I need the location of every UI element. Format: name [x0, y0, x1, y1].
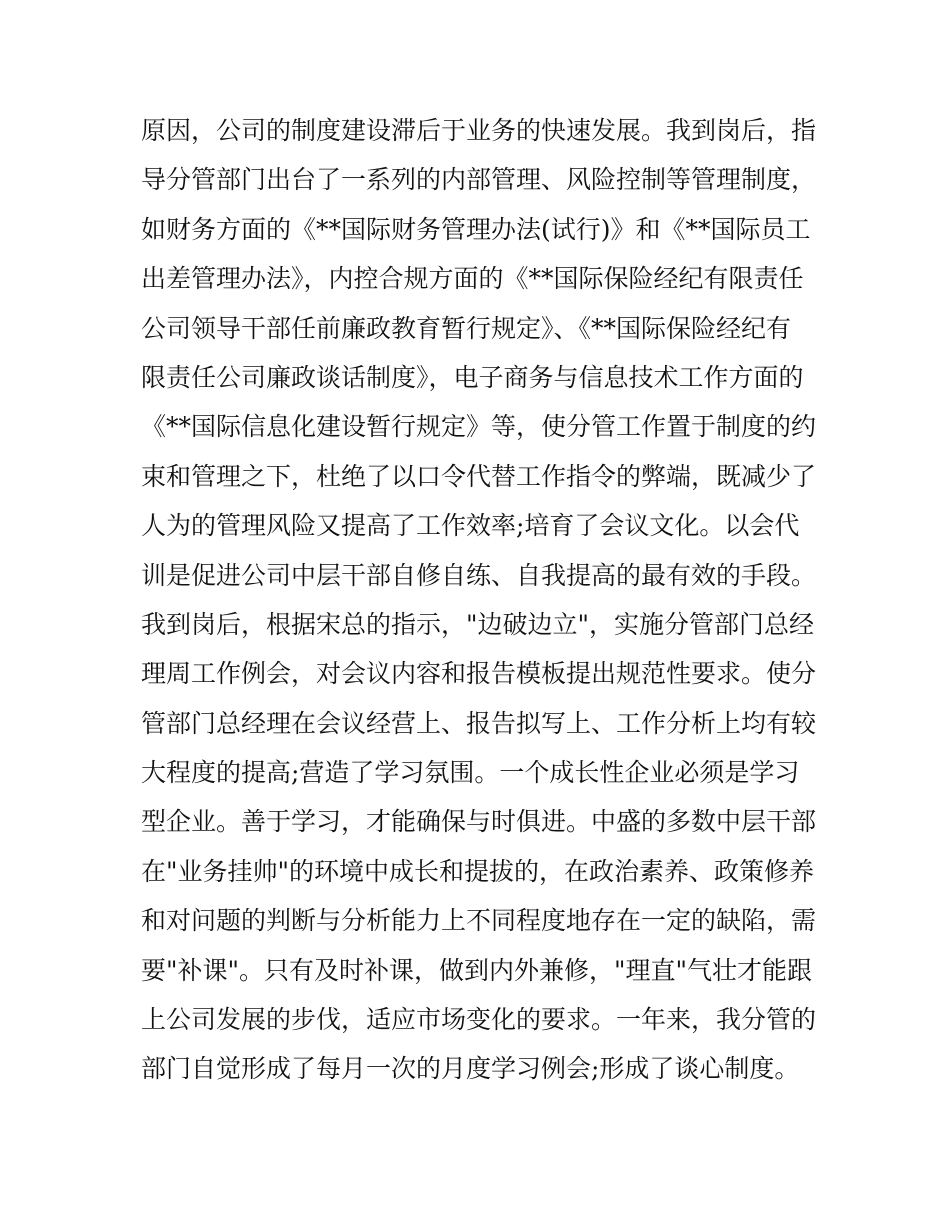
text-line: 人为的管理风险又提高了工作效率;培育了会议文化。以会代	[141, 511, 800, 541]
text-line: 部门自觉形成了每月一次的月度学习例会;形成了谈心制度。	[141, 1054, 800, 1084]
text-line: 要"补课"。只有及时补课，做到内外兼修，"理直"气壮才能跟	[141, 955, 812, 985]
text-line: 原因，公司的制度建设滞后于业务的快速发展。我到岗后，指	[141, 116, 817, 145]
body-text	[141, 106, 821, 1094]
text-line: 管部门总经理在会议经营上、报告拟写上、工作分析上均有较	[141, 708, 817, 738]
text-line: 束和管理之下，杜绝了以口令代替工作指令的弊端，既减少了	[141, 461, 817, 491]
text-line: 训是促进公司中层干部自修自练、自我提高的最有效的手段。	[141, 560, 817, 590]
text-line: 导分管部门出台了一系列的内部管理、风险控制等管理制度，	[141, 165, 817, 195]
text-line: 和对问题的判断与分析能力上不同程度地存在一定的缺陷，需	[141, 906, 817, 936]
text-line: 在"业务挂帅"的环境中成长和提拔的，在政治素养、政策修养	[141, 856, 815, 886]
text-line: 上公司发展的步伐，适应市场变化的要求。一年来，我分管的	[141, 1005, 817, 1035]
text-line: 出差管理办法》，内控合规方面的《**国际保险经纪有限责任	[141, 264, 804, 294]
text-line: 我到岗后，根据宋总的指示，"边破边立"，实施分管部门总经	[141, 609, 815, 639]
text-line: 大程度的提高;营造了学习氛围。一个成长性企业必须是学习	[141, 758, 800, 788]
text-line: 限责任公司廉政谈话制度》，电子商务与信息技术工作方面的	[141, 362, 804, 392]
text-line: 《**国际信息化建设暂行规定》等，使分管工作置于制度的约	[141, 412, 817, 442]
text-line: 型企业。善于学习，才能确保与时俱进。中盛的多数中层干部	[141, 807, 817, 837]
text-line: 公司领导干部任前廉政教育暂行规定》、《**国际保险经纪有	[141, 313, 792, 343]
text-line: 理周工作例会，对会议内容和报告模板提出规范性要求。使分	[141, 659, 817, 689]
text-line: 如财务方面的《**国际财务管理办法(试行)》和《**国际员工	[141, 214, 811, 244]
